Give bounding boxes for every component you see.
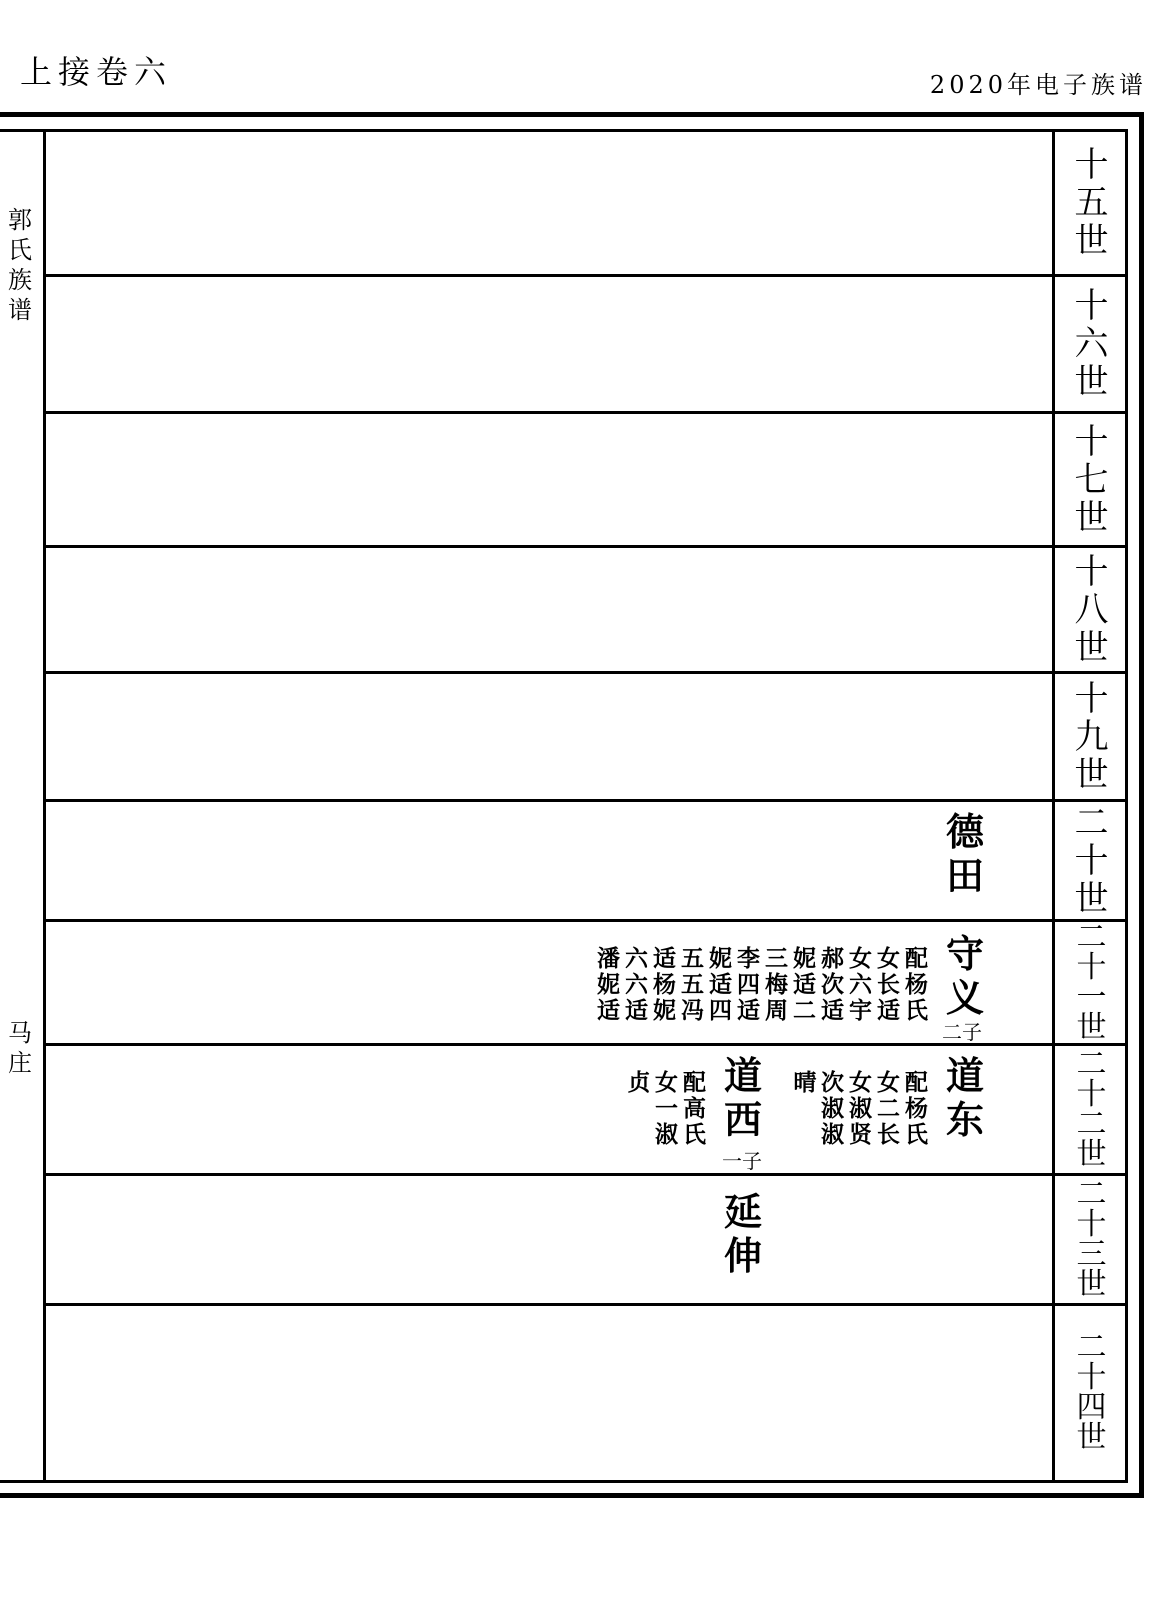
detail-column: 配杨氏 — [905, 1070, 928, 1148]
detail-column: 妮适二 — [793, 946, 816, 1024]
document-title: 2020年电子族谱 — [929, 71, 1147, 99]
generation-label: 十八世 — [1074, 551, 1109, 668]
person-details-daoxi — [627, 1070, 707, 1148]
person-name-yanshen: 延伸 — [724, 1190, 763, 1278]
person-details-daodong — [793, 1070, 929, 1148]
person-name-daodong: 道东 — [946, 1054, 985, 1142]
detail-column: 晴 — [793, 1070, 817, 1096]
detail-column: 配高氏 — [683, 1070, 706, 1148]
continuation-note: 上接卷六 — [20, 53, 173, 91]
generation-row — [46, 1176, 1128, 1306]
generation-label: 十七世 — [1074, 421, 1109, 538]
generation-row — [46, 277, 1128, 414]
detail-column: 李四适 — [737, 946, 760, 1024]
detail-column: 贞 — [627, 1070, 651, 1096]
generation-label-cell — [1052, 414, 1128, 545]
generation-label: 二十三世 — [1076, 1176, 1107, 1302]
generation-label: 十五世 — [1074, 145, 1109, 261]
generation-row — [46, 674, 1128, 802]
generation-row — [46, 414, 1128, 548]
generation-label-cell — [1052, 1046, 1128, 1173]
generation-label-cell — [1052, 1176, 1128, 1303]
detail-column: 适杨妮 — [653, 946, 676, 1024]
detail-column: 三梅周 — [765, 946, 788, 1024]
detail-column: 妮适四 — [709, 946, 732, 1024]
generation-label: 二十一世 — [1076, 919, 1107, 1045]
person-name-shouyi: 守义 — [946, 932, 985, 1020]
generation-label: 二十四世 — [1076, 1330, 1107, 1455]
sidebar — [0, 132, 46, 1480]
detail-column: 次淑淑 — [821, 1070, 844, 1148]
detail-column: 六六适 — [625, 946, 648, 1024]
detail-column: 潘妮适 — [597, 946, 620, 1024]
sidebar-place: 马庄 — [8, 1019, 32, 1077]
generation-label: 十六世 — [1074, 286, 1109, 402]
detail-column: 郝次适 — [821, 946, 844, 1024]
generation-label-cell — [1052, 132, 1128, 274]
detail-column: 女淑贤 — [849, 1070, 872, 1148]
detail-column: 配杨氏 — [905, 946, 928, 1024]
person-details-shouyi — [597, 946, 929, 1024]
generation-label: 二十二世 — [1076, 1046, 1107, 1172]
detail-column: 女二长 — [877, 1070, 900, 1148]
person-note-shouyi: 二子 — [942, 1020, 982, 1044]
detail-column: 五五冯 — [681, 946, 704, 1024]
person-note-daoxi: 一子 — [722, 1149, 762, 1173]
generation-label: 二十世 — [1074, 802, 1109, 919]
generation-label: 十九世 — [1074, 678, 1109, 795]
generation-label-cell — [1052, 919, 1128, 1045]
person-name-detian: 德田 — [946, 810, 985, 898]
generation-label-cell — [1052, 277, 1128, 411]
generation-label-cell — [1052, 674, 1128, 799]
generation-label-cell — [1052, 1306, 1128, 1480]
person-name-daoxi: 道西 — [724, 1054, 763, 1142]
detail-column: 女六宇 — [849, 946, 872, 1024]
detail-column: 女长适 — [877, 946, 900, 1024]
generation-label-cell — [1052, 548, 1128, 671]
generation-row — [46, 1306, 1128, 1480]
generation-row — [46, 548, 1128, 674]
sidebar-title: 郭氏族谱 — [8, 206, 32, 324]
generation-row — [46, 132, 1128, 277]
detail-column: 女一淑 — [655, 1070, 678, 1148]
generation-label-cell — [1052, 802, 1128, 919]
